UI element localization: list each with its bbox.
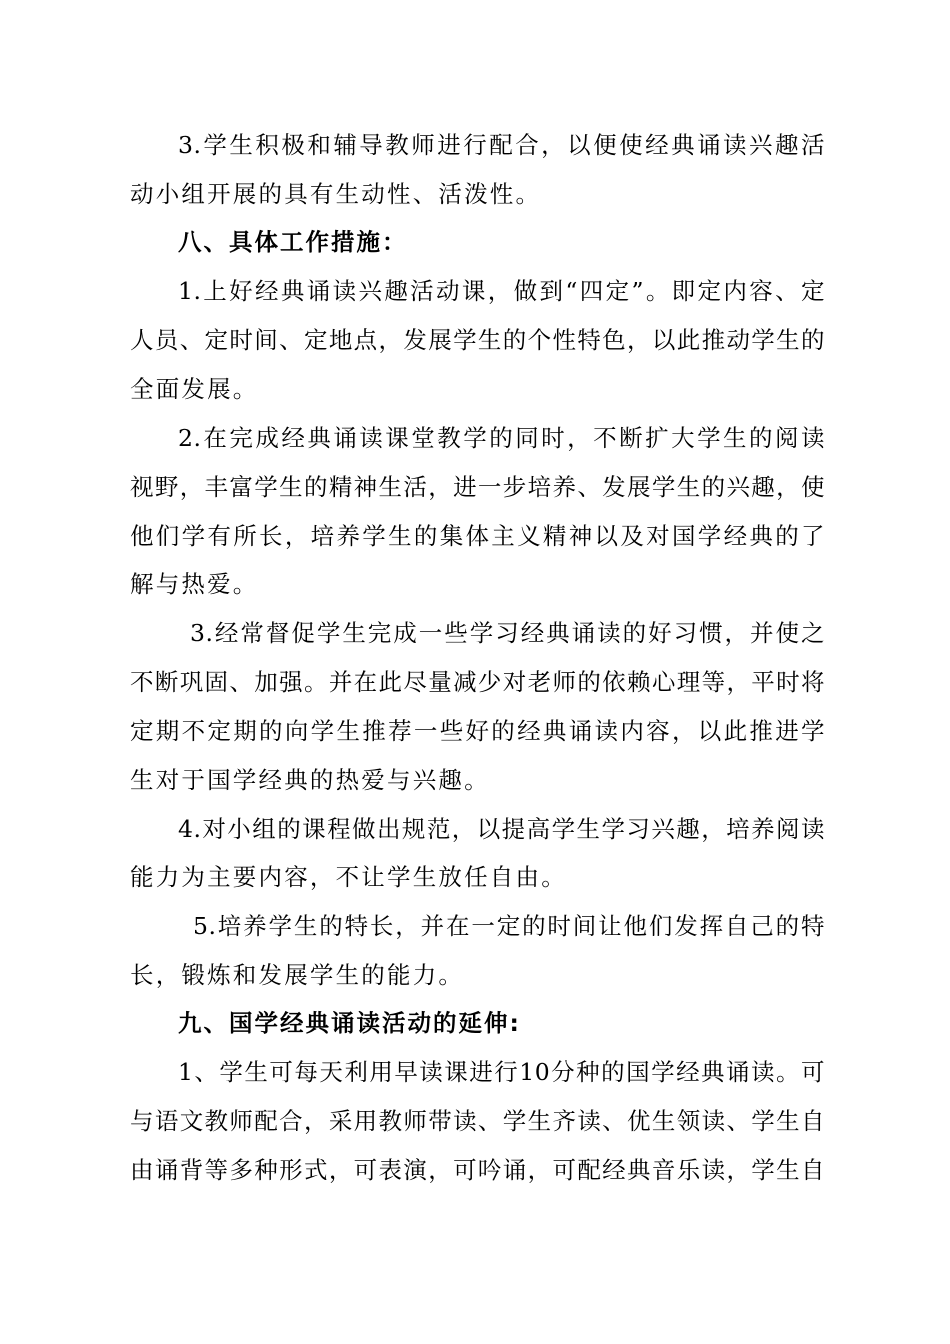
extension-1-line-2: 与语文教师配合，采用教师带读、学生齐读、优生领读、学生自 xyxy=(130,1107,825,1135)
measure-3-line-3: 定期不定期的向学生推荐一些好的经典诵读内容，以此推进学 xyxy=(130,717,825,745)
measure-4-line-2: 能力为主要内容，不让学生放任自由。 xyxy=(130,863,567,891)
measure-1-line-2: 人员、定时间、定地点，发展学生的个性特色，以此推动学生的 xyxy=(130,326,825,354)
section-heading-8: 八、具体工作措施： xyxy=(178,228,408,256)
measure-5-line-1: 5.培养学生的特长，并在一定的时间让他们发挥自己的特 xyxy=(193,912,825,940)
measure-1-line-3: 全面发展。 xyxy=(130,375,259,403)
section-heading-9: 九、国学经典诵读活动的延伸: xyxy=(178,1009,521,1037)
measure-2-line-3: 他们学有所长，培养学生的集体主义精神以及对国学经典的了 xyxy=(130,522,825,550)
measure-2-line-4: 解与热爱。 xyxy=(130,570,259,598)
extension-1-line-1: 1、学生可每天利用早读课进行10分种的国学经典诵读。可 xyxy=(178,1058,825,1086)
measure-5-line-2: 长，锻炼和发展学生的能力。 xyxy=(130,961,465,989)
paragraph-3-line-2: 动小组开展的具有生动性、活泼性。 xyxy=(130,180,542,208)
measure-4-line-1: 4.对小组的课程做出规范，以提高学生学习兴趣，培养阅读 xyxy=(178,815,825,843)
extension-1-line-3: 由诵背等多种形式，可表演，可吟诵，可配经典音乐读，学生自 xyxy=(130,1156,825,1184)
measure-3-line-1: 3.经常督促学生完成一些学习经典诵读的好习惯，并使之 xyxy=(190,619,825,647)
measure-3-line-2: 不断巩固、加强。并在此尽量减少对老师的依赖心理等，平时将 xyxy=(130,668,825,696)
paragraph-3-line-1: 3.学生积极和辅导教师进行配合，以便使经典诵读兴趣活 xyxy=(178,131,825,159)
measure-1-line-1: 1.上好经典诵读兴趣活动课，做到“四定”。即定内容、定 xyxy=(178,277,825,305)
measure-2-line-1: 2.在完成经典诵读课堂教学的同时，不断扩大学生的阅读 xyxy=(178,424,825,452)
measure-2-line-2: 视野，丰富学生的精神生活，进一步培养、发展学生的兴趣，使 xyxy=(130,473,825,501)
measure-3-line-4: 生对于国学经典的热爱与兴趣。 xyxy=(130,766,490,794)
